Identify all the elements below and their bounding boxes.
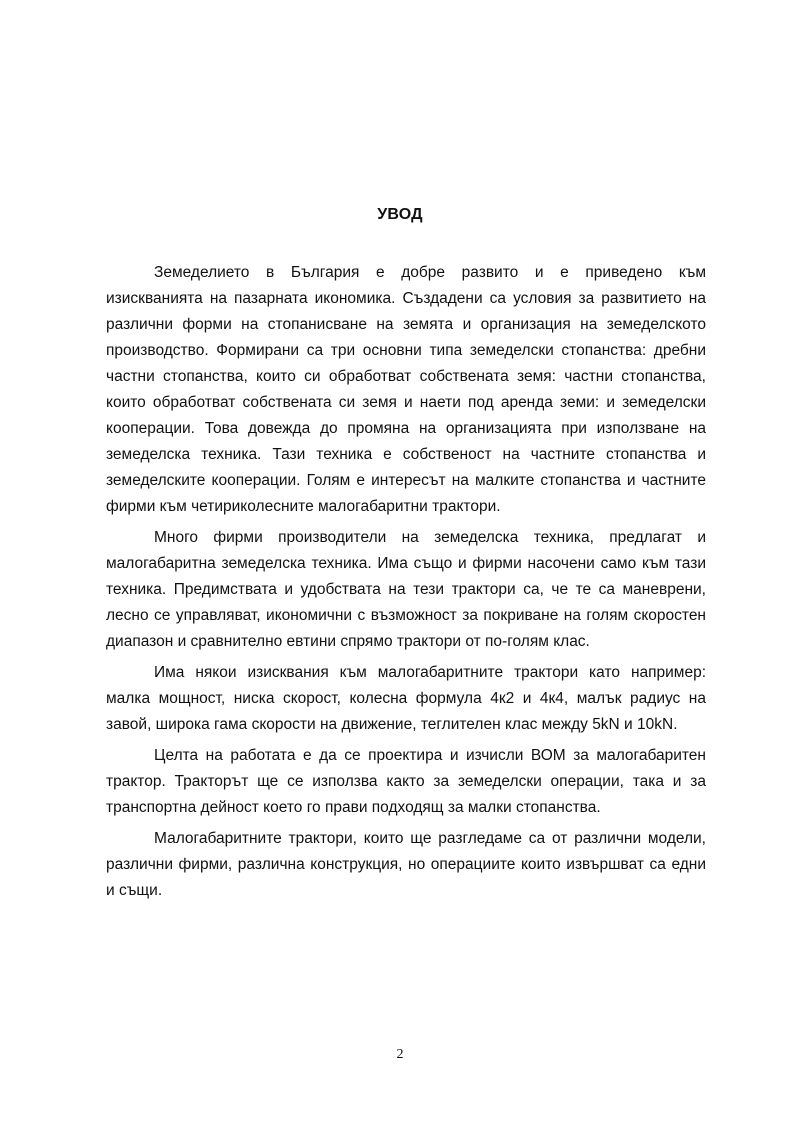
- text-line: диапазон и сравнително евтини спрямо трактори от по-голям клас.: [106, 633, 590, 650]
- text-line: транспортна дейност което го прави подходящ за малки стопанства.: [106, 799, 601, 816]
- text-line: земеделска техника. Тази техника е собственост на частните стопанства и: [106, 446, 706, 463]
- text-line: завой, широка гама скорости на движение, теглителен клас между 5kN и 10kN.: [106, 716, 678, 733]
- text-line: техника. Предимствата и удобствата на тези трактори са, че те са маневрени,: [106, 581, 706, 598]
- text-line: различни фирми, различна конструкция, но операциите които извършват са едни: [106, 856, 706, 873]
- text-line: и същи.: [106, 882, 163, 899]
- text-line: различни форми на стопанисване на земята и организация на земеделското: [106, 316, 706, 333]
- text-line: земеделските кооперации. Голям е интересът на малките стопанства и частните: [106, 472, 706, 489]
- text-line: Земеделието в България е добре развито и е приведено към: [154, 264, 706, 281]
- text-line: които обработват собствената си земя и наети под аренда земи: и земеделски: [106, 394, 706, 411]
- text-line: частни стопанства, които си обработват собствената земя: частни стопанства,: [106, 368, 706, 385]
- text-line: Има някои изисквания към малогабаритните трактори като например:: [154, 664, 706, 681]
- text-line: Целта на работата е да се проектира и изчисли ВОМ за малогабаритен: [154, 747, 706, 764]
- section-heading: УВОД: [377, 206, 423, 223]
- text-line: Малогабаритните трактори, които ще разгледаме са от различни модели,: [154, 830, 706, 847]
- text-line: Много фирми производители на земеделска техника, предлагат и: [154, 529, 706, 546]
- text-line: лесно се управляват, икономични с възможност за покриване на голям скоростен: [106, 607, 706, 624]
- text-line: изискванията на пазарната икономика. Създадени са условия за развитието на: [106, 290, 706, 307]
- text-line: фирми към четириколесните малогабаритни трактори.: [106, 498, 501, 515]
- text-line: производство. Формирани са три основни типа земеделски стопанства: дребни: [106, 342, 706, 359]
- text-line: кооперации. Това довежда до промяна на организацията при използване на: [106, 420, 706, 437]
- page-number: 2: [396, 1047, 404, 1062]
- text-line: малогабаритна земеделска техника. Има също и фирми насочени само към тази: [106, 555, 706, 572]
- text-line: малка мощност, ниска скорост, колесна формула 4к2 и 4к4, малък радиус на: [106, 690, 706, 707]
- text-line: трактор. Тракторът ще се използва както за земеделски операции, така и за: [106, 773, 706, 790]
